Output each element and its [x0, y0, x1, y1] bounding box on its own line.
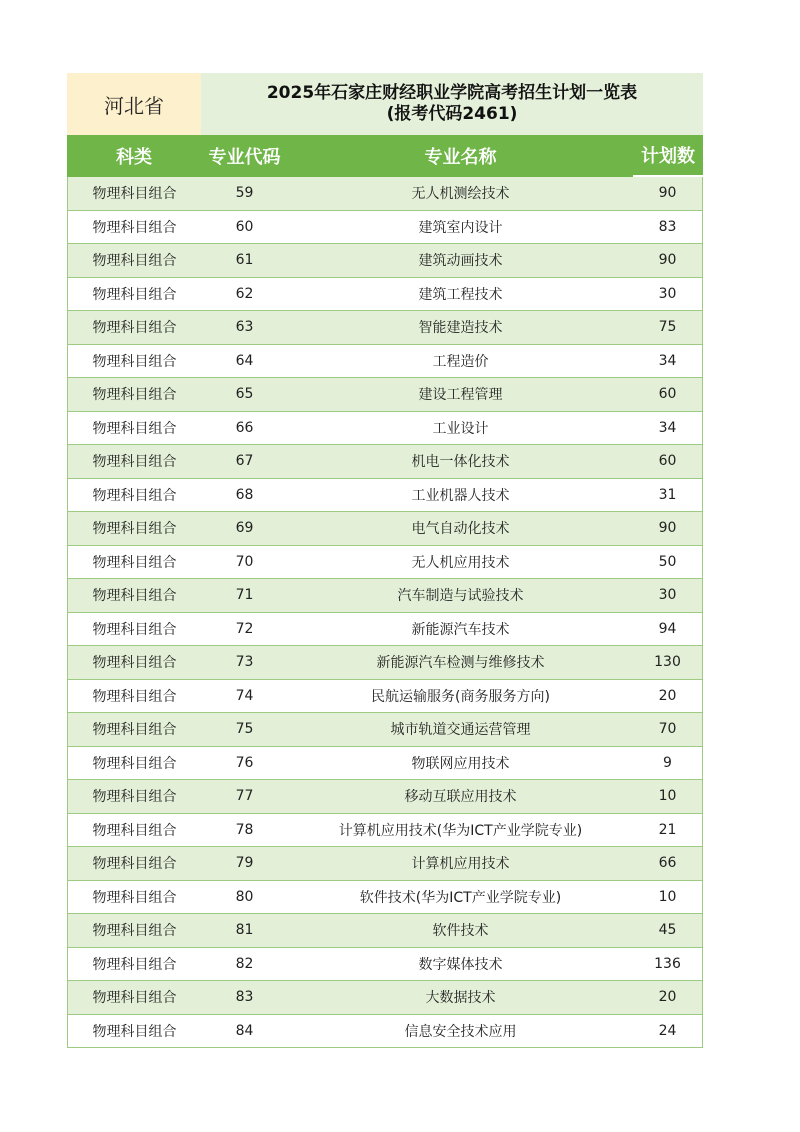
cell-code: 71 [235, 587, 254, 604]
cell-category: 物理科目组合 [92, 588, 177, 605]
province-cell: 河北省 [67, 73, 201, 135]
cell-code: 73 [235, 654, 254, 671]
table-row [68, 847, 702, 881]
cell-name: 智能建造技术 [418, 320, 503, 337]
cell-category: 物理科目组合 [92, 655, 177, 672]
cell-category: 物理科目组合 [92, 219, 177, 236]
header-code: 专业代码 [208, 147, 281, 168]
table-row [68, 948, 702, 982]
cell-name: 汽车制造与试验技术 [397, 588, 524, 605]
cell-name: 数字媒体技术 [418, 956, 503, 973]
cell-category: 物理科目组合 [92, 688, 177, 705]
cell-category: 物理科目组合 [92, 990, 177, 1007]
cell-code: 59 [235, 185, 254, 202]
cell-category: 物理科目组合 [92, 789, 177, 806]
cell-code: 81 [235, 922, 254, 939]
cell-category: 物理科目组合 [92, 286, 177, 303]
cell-plan: 83 [658, 218, 677, 235]
cell-plan: 60 [658, 386, 677, 403]
table-header [67, 135, 703, 177]
cell-name: 建筑室内设计 [418, 219, 503, 236]
header-plan: 计划数 [633, 135, 703, 177]
cell-name: 建筑动画技术 [418, 253, 503, 270]
cell-code: 67 [235, 453, 254, 470]
cell-code: 74 [235, 687, 254, 704]
cell-code: 60 [235, 218, 254, 235]
cell-category: 物理科目组合 [92, 722, 177, 739]
table-row [68, 512, 702, 546]
cell-category: 物理科目组合 [92, 822, 177, 839]
cell-code: 62 [235, 285, 254, 302]
cell-code: 84 [235, 1022, 254, 1039]
table-row [68, 881, 702, 915]
header-category: 科类 [116, 147, 152, 168]
cell-plan: 90 [658, 520, 677, 537]
cell-code: 66 [235, 419, 254, 436]
table-row [68, 579, 702, 613]
cell-plan: 66 [658, 855, 677, 872]
cell-name: 机电一体化技术 [411, 454, 510, 471]
cell-plan: 94 [658, 620, 677, 637]
cell-category: 物理科目组合 [92, 521, 177, 538]
table-row [68, 680, 702, 714]
cell-name: 计算机应用技术(华为ICT产业学院专业) [338, 822, 583, 839]
cell-category: 物理科目组合 [92, 554, 177, 571]
cell-plan: 90 [658, 185, 677, 202]
cell-code: 68 [235, 486, 254, 503]
cell-code: 70 [235, 553, 254, 570]
cell-name: 无人机应用技术 [411, 554, 510, 571]
cell-category: 物理科目组合 [92, 387, 177, 404]
table-row [68, 378, 702, 412]
title-line-2: (报考代码2461) [386, 104, 518, 124]
cell-plan: 34 [658, 352, 677, 369]
cell-name: 软件技术(华为ICT产业学院专业) [359, 889, 562, 906]
cell-category: 物理科目组合 [92, 956, 177, 973]
cell-name: 工程造价 [432, 353, 489, 370]
cell-plan: 30 [658, 285, 677, 302]
cell-name: 电气自动化技术 [411, 521, 510, 538]
table-row [68, 244, 702, 278]
cell-plan: 10 [658, 788, 677, 805]
cell-code: 80 [235, 888, 254, 905]
cell-name: 移动互联应用技术 [404, 789, 517, 806]
cell-code: 61 [235, 252, 254, 269]
cell-name: 工业设计 [432, 420, 489, 437]
cell-plan: 34 [658, 419, 677, 436]
header-name: 专业名称 [424, 147, 497, 168]
cell-name: 软件技术 [432, 923, 489, 940]
table-row [68, 345, 702, 379]
cell-category: 物理科目组合 [92, 923, 177, 940]
title-line-1: 2025年石家庄财经职业学院高考招生计划一览表 [266, 83, 638, 103]
cell-code: 78 [235, 821, 254, 838]
cell-plan: 45 [658, 922, 677, 939]
table-row [68, 914, 702, 948]
cell-code: 65 [235, 386, 254, 403]
cell-name: 建筑工程技术 [418, 286, 503, 303]
cell-name: 建设工程管理 [418, 387, 503, 404]
table-row [68, 479, 702, 513]
table-row [68, 981, 702, 1015]
table-row [68, 814, 702, 848]
cell-category: 物理科目组合 [92, 856, 177, 873]
cell-category: 物理科目组合 [92, 454, 177, 471]
cell-name: 计算机应用技术 [411, 856, 510, 873]
cell-name: 新能源汽车技术 [411, 621, 510, 638]
cell-plan: 9 [663, 754, 672, 771]
cell-category: 物理科目组合 [92, 1023, 177, 1040]
table-row [68, 646, 702, 680]
table-row [68, 713, 702, 747]
cell-name: 城市轨道交通运营管理 [390, 722, 531, 739]
cell-category: 物理科目组合 [92, 889, 177, 906]
cell-code: 77 [235, 788, 254, 805]
cell-code: 69 [235, 520, 254, 537]
table-row [68, 445, 702, 479]
cell-plan: 50 [658, 553, 677, 570]
cell-category: 物理科目组合 [92, 420, 177, 437]
cell-plan: 30 [658, 587, 677, 604]
table-row [68, 412, 702, 446]
cell-name: 无人机测绘技术 [411, 186, 510, 203]
cell-code: 82 [235, 955, 254, 972]
cell-plan: 70 [658, 721, 677, 738]
table-row [68, 211, 702, 245]
cell-category: 物理科目组合 [92, 253, 177, 270]
cell-plan: 136 [654, 955, 681, 972]
cell-code: 79 [235, 855, 254, 872]
cell-plan: 24 [658, 1022, 677, 1039]
cell-code: 64 [235, 352, 254, 369]
cell-plan: 130 [654, 654, 681, 671]
cell-code: 75 [235, 721, 254, 738]
cell-code: 76 [235, 754, 254, 771]
cell-plan: 90 [658, 252, 677, 269]
title-row [67, 73, 703, 135]
cell-category: 物理科目组合 [92, 353, 177, 370]
table-row [68, 278, 702, 312]
table-row [68, 1015, 702, 1049]
page-title [201, 73, 703, 135]
cell-category: 物理科目组合 [92, 186, 177, 203]
cell-code: 63 [235, 319, 254, 336]
cell-plan: 31 [658, 486, 677, 503]
cell-category: 物理科目组合 [92, 320, 177, 337]
cell-code: 83 [235, 989, 254, 1006]
cell-plan: 75 [658, 319, 677, 336]
table-row [68, 780, 702, 814]
table-row [68, 613, 702, 647]
table-body [67, 177, 703, 1048]
table-row [68, 747, 702, 781]
table-row [68, 177, 702, 211]
cell-plan: 60 [658, 453, 677, 470]
cell-plan: 20 [658, 989, 677, 1006]
table-row [68, 546, 702, 580]
cell-category: 物理科目组合 [92, 487, 177, 504]
table-row [68, 311, 702, 345]
cell-category: 物理科目组合 [92, 621, 177, 638]
cell-name: 工业机器人技术 [411, 487, 510, 504]
cell-plan: 20 [658, 687, 677, 704]
cell-plan: 10 [658, 888, 677, 905]
cell-name: 新能源汽车检测与维修技术 [376, 655, 545, 672]
cell-code: 72 [235, 620, 254, 637]
cell-name: 信息安全技术应用 [404, 1023, 517, 1040]
cell-name: 大数据技术 [425, 990, 496, 1007]
cell-name: 物联网应用技术 [411, 755, 510, 772]
enrollment-plan-sheet [67, 73, 703, 1048]
cell-plan: 21 [658, 821, 677, 838]
cell-name: 民航运输服务(商务服务方向) [371, 688, 550, 705]
cell-category: 物理科目组合 [92, 755, 177, 772]
